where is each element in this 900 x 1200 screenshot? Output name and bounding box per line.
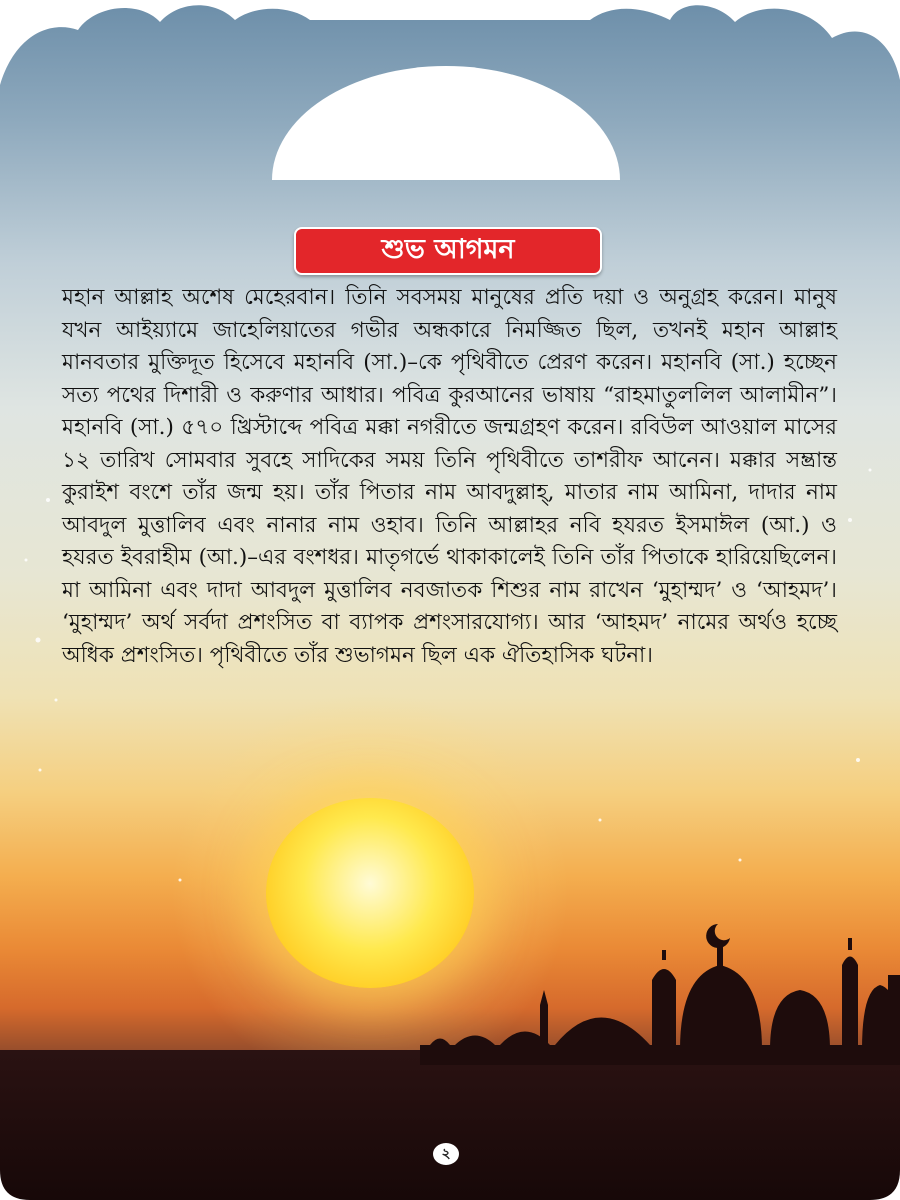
mosque-silhouette [420, 938, 900, 1065]
rounded-corner-bottom-left [0, 1170, 30, 1200]
title-badge [294, 227, 602, 275]
crescent-moon-icon [706, 924, 730, 948]
hanger-hole [272, 66, 620, 180]
rounded-corner-bottom-right [870, 1170, 900, 1200]
page-title: শুভ আগমন [381, 233, 515, 265]
page-number: ২ [433, 1143, 459, 1165]
body-paragraph: মহান আল্লাহ অশেষ মেহেরবান। তিনি সবসময় মানুষের প্রতি দয়া ও অনুগ্রহ করেন। মানুষ যখন আইয়্যামে জাহেলিয়াতের গভীর অন্ধকারে নিমজ্জিত ছিল, তখনই মহান আল্লাহ মানবতার মুক্তিদূত হিসেবে মহানবি (সা.)–কে পৃথিবীতে প্রেরণ করেন। মহানবি (সা.) হচ্ছেন সত্য পথের দিশারী ও করুণার আধার। পবিত্র কুরআনের ভাষায় “রাহমাতুললিল আলামীন”। মহানবি (সা.) ৫৭০ খ্রিস্টাব্দে পবিত্র মক্কা নগরীতে জন্মগ্রহণ করেন। রবিউল আওয়াল মাসের ১২ তারিখ সোমবার সুবহে সাদিকের সময় তিনি পৃথিবীতে তাশরীফ আনেন। মক্কার সম্ভ্রান্ত কুরাইশ বংশে তাঁর জন্ম হয়। তাঁর পিতার নাম আবদুল্লাহ্, মাতার নাম আমিনা, দাদার নাম আবদুল মুত্তালিব এবং নানার নাম ওহাব। তিনি আল্লাহর নবি হযরত ইসমাঈল (আ.) ও হযরত ইবরাহীম (আ.)–এর বংশধর। মাতৃগর্ভে থাকাকালেই তিনি তাঁর পিতাকে হারিয়েছিলেন। মা আমিনা এবং দাদা আবদুল মুত্তালিব নবজাতক শিশুর নাম রাখেন ‘মুহাম্মদ’ ও ‘আহমদ’। ‘মুহাম্মদ’ অর্থ সর্বদা প্রশংসিত বা ব্যাপক প্রশংসারযোগ্য। আর ‘আহমদ’ নামের অর্থও হচ্ছে অধিক প্রশংসিত। পৃথিবীতে তাঁর শুভাগমন ছিল এক ঐতিহাসিক ঘটনা। [62, 285, 837, 668]
